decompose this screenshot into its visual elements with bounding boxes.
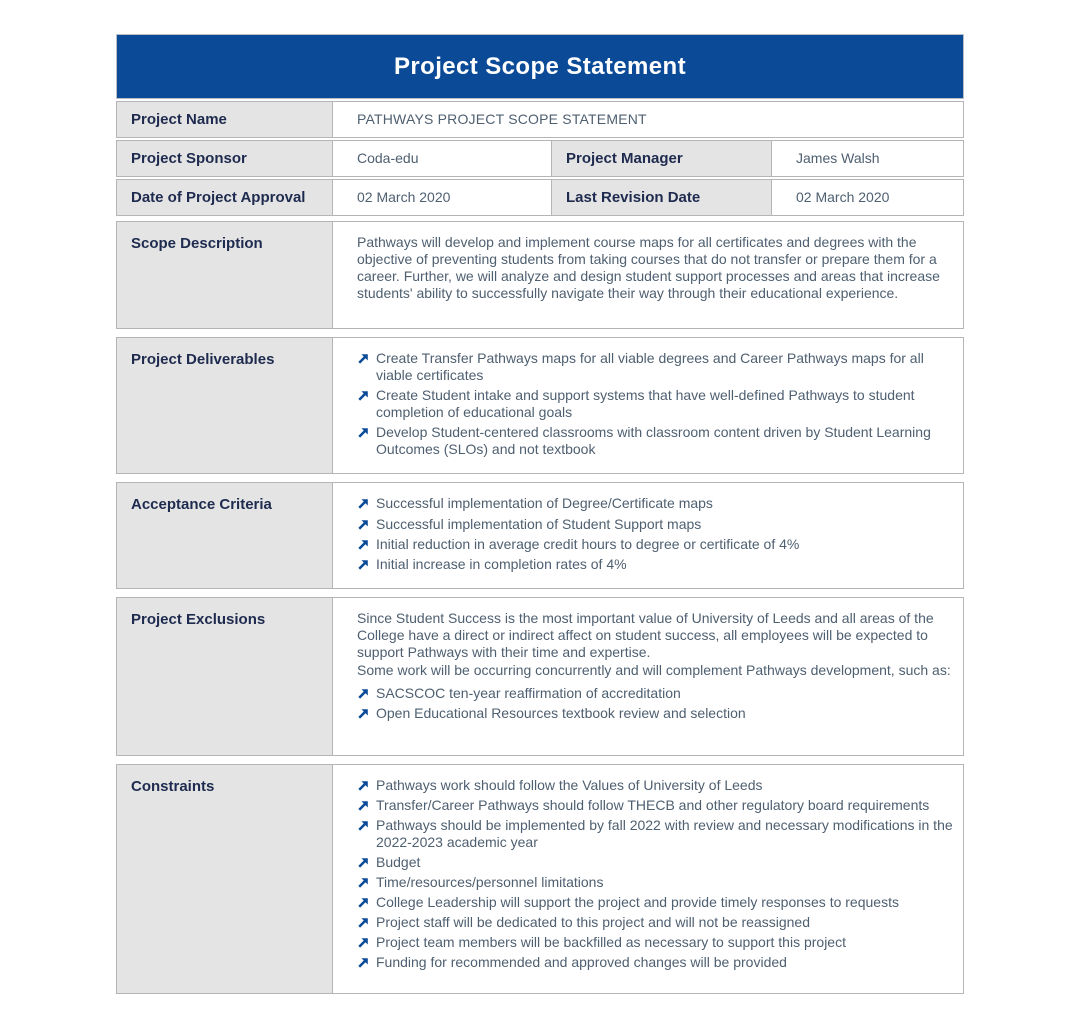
ne-arrow-bullet-icon xyxy=(357,538,370,551)
project-name-row xyxy=(116,101,964,138)
list-item-text: Open Educational Resources textbook review and selection xyxy=(376,705,746,722)
ne-arrow-bullet-icon xyxy=(357,779,370,792)
list-item-text: SACSCOC ten-year reaffirmation of accreditation xyxy=(376,685,681,702)
exclusions-list xyxy=(357,685,953,725)
list-item xyxy=(357,387,953,421)
acceptance-list xyxy=(357,495,953,575)
list-item xyxy=(357,536,953,553)
exclusions-paragraph: Some work will be occurring concurrently and will complement Pathways development, such as: xyxy=(357,662,951,679)
list-item-text: Project team members will be backfilled as necessary to support this project xyxy=(376,934,846,951)
list-item-text: Time/resources/personnel limitations xyxy=(376,874,604,891)
list-item-text: Project staff will be dedicated to this project and will not be reassigned xyxy=(376,914,810,931)
ne-arrow-bullet-icon xyxy=(357,707,370,720)
ne-arrow-bullet-icon xyxy=(357,916,370,929)
revision-date-value: 02 March 2020 xyxy=(771,180,963,215)
list-item-text: Initial increase in completion rates of 4% xyxy=(376,555,627,572)
list-item-text: Create Student intake and support systems that have well-defined Pathways to student completion of educational goals xyxy=(376,387,915,421)
list-item xyxy=(357,705,953,722)
revision-date-label: Last Revision Date xyxy=(551,180,771,215)
project-deliverables-row xyxy=(116,337,964,474)
list-item xyxy=(357,854,953,871)
acceptance-criteria-label: Acceptance Criteria xyxy=(117,483,332,587)
acceptance-criteria-value xyxy=(332,483,963,587)
list-item xyxy=(357,556,953,573)
document-header xyxy=(116,34,964,99)
project-sponsor-label: Project Sponsor xyxy=(117,141,332,176)
exclusions-paragraph: Since Student Success is the most important value of University of Leeds and all areas of the College have a direct or indirect affect on student success, all employees will be expected to support Pathways with their time and expertise. xyxy=(357,609,934,660)
project-exclusions-value xyxy=(332,598,963,755)
project-exclusions-row xyxy=(116,597,964,756)
ne-arrow-bullet-icon xyxy=(357,819,370,832)
ne-arrow-bullet-icon xyxy=(357,352,370,365)
project-exclusions-label: Project Exclusions xyxy=(117,598,332,755)
project-manager-label: Project Manager xyxy=(551,141,771,176)
constraints-list xyxy=(357,777,953,975)
deliverables-list xyxy=(357,350,953,461)
constraints-label: Constraints xyxy=(117,765,332,993)
ne-arrow-bullet-icon xyxy=(357,558,370,571)
ne-arrow-bullet-icon xyxy=(357,936,370,949)
project-manager-value: James Walsh xyxy=(771,141,963,176)
list-item xyxy=(357,817,953,851)
ne-arrow-bullet-icon xyxy=(357,956,370,969)
ne-arrow-bullet-icon xyxy=(357,856,370,869)
ne-arrow-bullet-icon xyxy=(357,876,370,889)
list-item xyxy=(357,424,953,458)
sponsor-manager-row xyxy=(116,140,964,177)
list-item xyxy=(357,914,953,931)
approval-date-label: Date of Project Approval xyxy=(117,180,332,215)
list-item-text: Initial reduction in average credit hours to degree or certificate of 4% xyxy=(376,535,800,552)
constraints-row xyxy=(116,764,964,994)
list-item xyxy=(357,797,953,814)
list-item-text: Create Transfer Pathways maps for all viable degrees and Career Pathways maps for all viable certificates xyxy=(376,350,924,384)
list-item xyxy=(357,934,953,951)
list-item xyxy=(357,777,953,794)
list-item xyxy=(357,516,953,533)
approval-date-value: 02 March 2020 xyxy=(332,180,551,215)
document-title: Project Scope Statement xyxy=(394,52,686,80)
ne-arrow-bullet-icon xyxy=(357,518,370,531)
acceptance-criteria-row xyxy=(116,482,964,588)
list-item xyxy=(357,495,953,512)
scope-description-value xyxy=(332,222,963,328)
list-item-text: College Leadership will support the project and provide timely responses to requests xyxy=(376,894,899,911)
ne-arrow-bullet-icon xyxy=(357,687,370,700)
project-deliverables-label: Project Deliverables xyxy=(117,338,332,473)
ne-arrow-bullet-icon xyxy=(357,799,370,812)
list-item-text: Budget xyxy=(376,854,421,871)
ne-arrow-bullet-icon xyxy=(357,896,370,909)
ne-arrow-bullet-icon xyxy=(357,497,370,510)
project-sponsor-value: Coda-edu xyxy=(332,141,551,176)
dates-row xyxy=(116,179,964,216)
list-item-text: Successful implementation of Degree/Certificate maps xyxy=(376,495,713,512)
list-item-text: Transfer/Career Pathways should follow THECB and other regulatory board requirements xyxy=(376,796,930,813)
ne-arrow-bullet-icon xyxy=(357,389,370,402)
list-item-text: Develop Student-centered classrooms with classroom content driven by Student Learning Outcomes (SLOs) and not textbook xyxy=(376,424,931,458)
list-item-text: Pathways work should follow the Values of University of Leeds xyxy=(376,776,763,793)
scope-description-label: Scope Description xyxy=(117,222,332,328)
list-item xyxy=(357,894,953,911)
project-deliverables-value xyxy=(332,338,963,473)
constraints-value xyxy=(332,765,963,993)
list-item xyxy=(357,350,953,384)
scope-description-row xyxy=(116,221,964,329)
list-item-text: Funding for recommended and approved changes will be provided xyxy=(376,954,787,971)
list-item xyxy=(357,685,953,702)
project-name-value: PATHWAYS PROJECT SCOPE STATEMENT xyxy=(332,102,963,137)
list-item-text: Pathways should be implemented by fall 2022 with review and necessary modifications in the 2022-2023 academic year xyxy=(376,816,953,851)
list-item xyxy=(357,954,953,971)
list-item xyxy=(357,874,953,891)
project-scope-document xyxy=(116,34,964,994)
list-item-text: Successful implementation of Student Support maps xyxy=(376,515,702,532)
scope-description-text: Pathways will develop and implement course maps for all certificates and degrees with the objective of preventing students from taking courses that do not transfer or prepare them for a career. Further, we will analyze and design student support processes and areas that increase students' ability to successfully navigate their way through their educational experience. xyxy=(357,234,940,302)
ne-arrow-bullet-icon xyxy=(357,426,370,439)
project-name-label: Project Name xyxy=(117,102,332,137)
